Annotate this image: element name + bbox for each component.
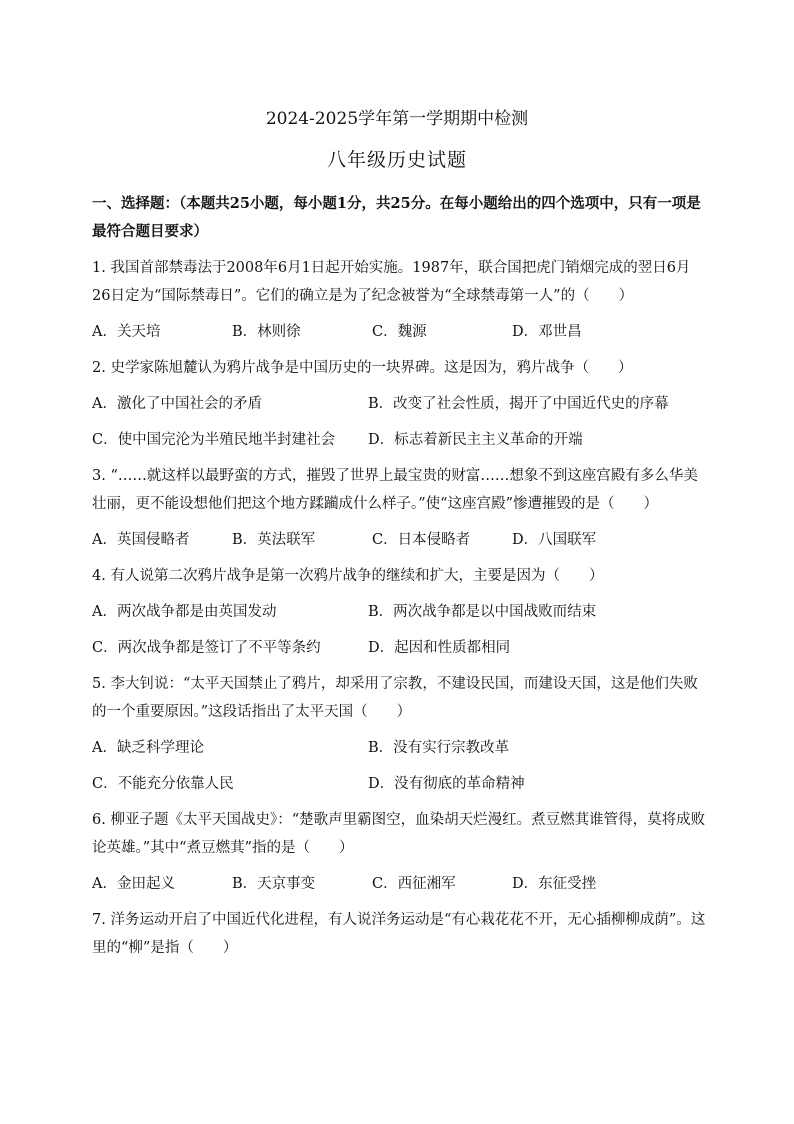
option-d: D．八国联军 [512,532,597,548]
option-d: D．邓世昌 [512,324,582,340]
exam-term-title: 2024-2025学年第一学期期中检测 [265,109,529,129]
option-b: B．改变了社会性质，揭开了中国近代史的序幕 [368,396,669,412]
option-b: B．没有实行宗教改革 [368,740,510,756]
option-d: D．东征受挫 [512,876,597,892]
option-a: A．激化了中国社会的矛盾 [92,396,262,412]
option-a: A．金田起义 [92,876,175,892]
option-c: C．不能充分依靠人民 [92,776,234,792]
option-d: D．起因和性质都相同 [368,640,511,656]
question-stem: 2. 史学家陈旭麓认为鸦片战争是中国历史的一块界碑。这是因为，鸦片战争（ ） [92,360,633,376]
exam-subject-title: 八年级历史试题 [326,149,467,171]
option-d: D．标志着新民主主义革命的开端 [368,432,583,448]
question-stem: 3. “……就这样以最野蛮的方式，摧毁了世界上最宝贵的财富……想象不到这座宫殿有多么华美壮丽，更不能设想他们把这个地方蹂躏成什么样子。”使“这座宫殿”惨遭摧毁的是（ ） [92,468,698,512]
question-options [92,598,706,662]
option-c: C．使中国完沦为半殖民地半封建社会 [92,432,336,448]
question-options [92,870,706,898]
question-options [92,390,706,454]
option-b: B．林则徐 [232,324,301,340]
option-c: C．魏源 [372,324,427,340]
question-stem: 1. 我国首部禁毒法于2008年6月1日起开始实施。1987年，联合国把虎门销烟完成的翌日6月26日定为“国际禁毒日”。它们的确立是为了纪念被誉为“全球禁毒第一人”的（ ） [92,260,691,304]
question-options [92,526,706,554]
option-b: B．英法联军 [232,532,316,548]
question-stem: 7. 洋务运动开启了中国近代化进程，有人说洋务运动是“有心栽花花不开，无心插柳柳成荫”。这里的“柳”是指（ ） [92,912,706,956]
option-b: B．天京事变 [232,876,316,892]
question-options [92,318,706,346]
option-c: C．两次战争都是签订了不平等条约 [92,640,321,656]
option-b: B．两次战争都是以中国战败而结束 [368,604,597,620]
question-options [92,734,706,798]
option-d: D．没有彻底的革命精神 [368,776,525,792]
section-heading-choice: 一、选择题：（本题共25小题，每小题1分，共25分。在每小题给出的四个选项中，只有一项是最符合题目要求） [92,195,701,240]
question-stem: 4. 有人说第二次鸦片战争是第一次鸦片战争的继续和扩大，主要是因为（ ） [92,568,604,584]
option-a: A．英国侵略者 [92,532,190,548]
option-a: A．缺乏科学理论 [92,740,204,756]
option-a: A．关天培 [92,324,161,340]
question-stem: 5. 李大钊说：“太平天国禁止了鸦片，却采用了宗教，不建设民国，而建设天国，这是他们失败的一个重要原因。”这段话指出了太平天国（ ） [92,676,698,720]
option-c: C．西征湘军 [372,876,456,892]
option-a: A．两次战争都是由英国发动 [92,604,277,620]
exam-content [92,190,706,970]
question-stem: 6. 柳亚子题《太平天国战史》：“楚歌声里霸图空，血染胡天烂漫红。煮豆燃萁谁管得，莫将成败论英雄。”其中“煮豆燃萁”指的是（ ） [92,812,706,856]
option-c: C．日本侵略者 [372,532,471,548]
